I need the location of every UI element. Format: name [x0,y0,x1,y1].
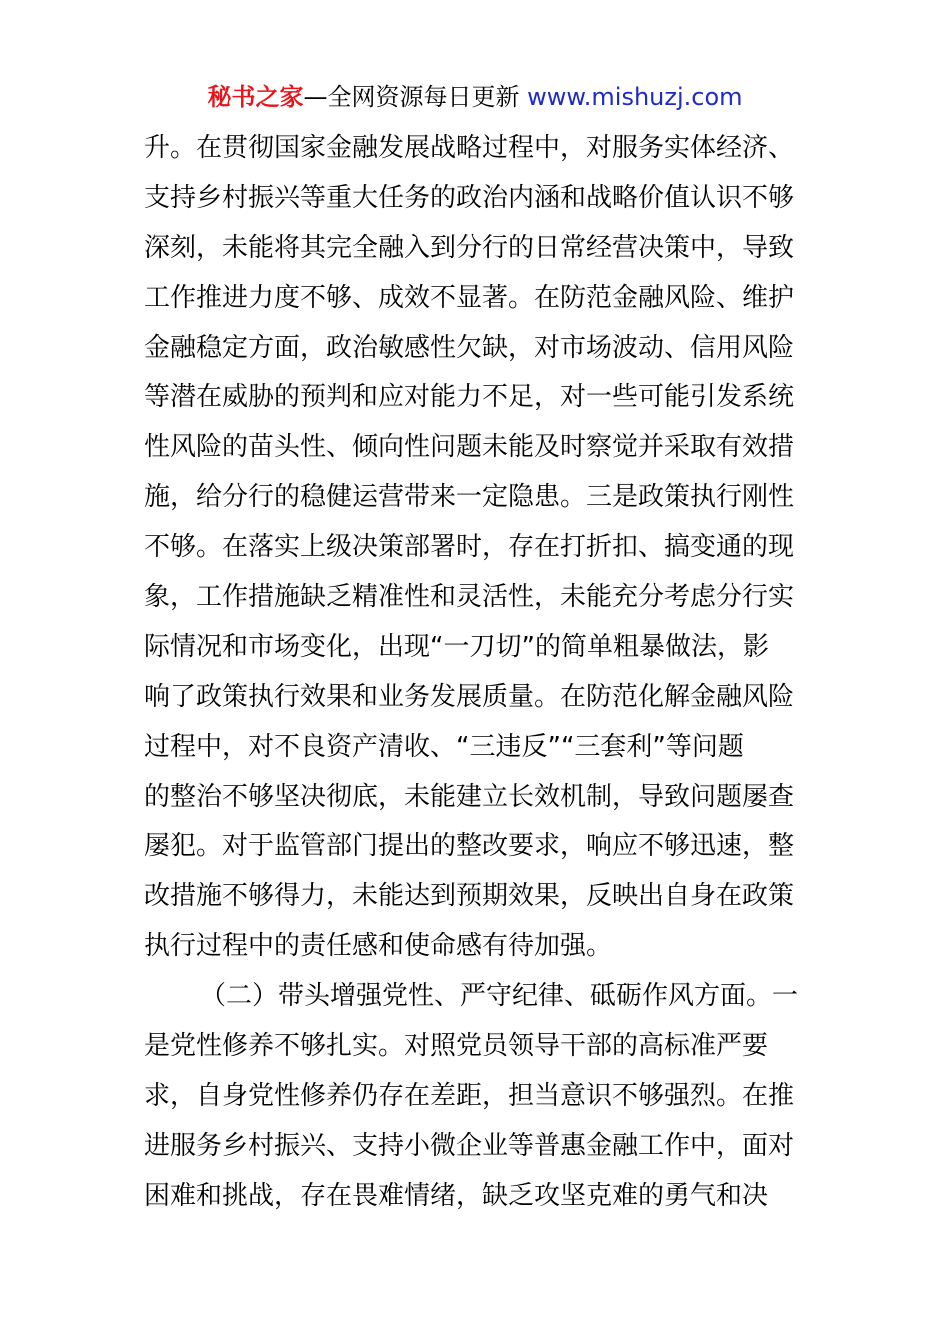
document-body [144,124,814,1222]
text-line: 响了政策执行效果和业务发展质量。在防范化解金融风险 [144,681,795,712]
page-header [0,80,950,114]
text-line: 支持乡村振兴等重大任务的政治内涵和战略价值认识不够 [144,182,795,213]
text-line: 不够。在落实上级决策部署时，存在打折扣、搞变通的现 [144,532,795,563]
text-line: 屡犯。对于监管部门提出的整改要求，响应不够迅速，整 [144,831,795,862]
text-line: 等潜在威胁的预判和应对能力不足，对一些可能引发系统 [144,382,795,413]
text-line: 过程中，对不良资产清收、“三违反”“三套利”等问题 [144,731,744,762]
text-line: 进服务乡村振兴、支持小微企业等普惠金融工作中，面对 [144,1130,795,1161]
text-line: 工作推进力度不够、成效不显著。在防范金融风险、维护 [144,282,795,313]
text-line: 深刻，未能将其完全融入到分行的日常经营决策中，导致 [144,232,795,263]
text-line: 改措施不够得力，未能达到预期效果，反映出自身在政策 [144,881,795,912]
text-line: 是党性修养不够扎实。对照党员领导干部的高标准严要 [144,1031,769,1062]
text-line: 性风险的苗头性、倾向性问题未能及时察觉并采取有效措 [144,432,795,463]
text-line: 的整治不够坚决彻底，未能建立长效机制，导致问题屡查 [144,781,795,812]
text-line: 升。在贯彻国家金融发展战略过程中，对服务实体经济、 [144,133,795,163]
text-line: 象，工作措施缺乏精准性和灵活性，未能充分考虑分行实 [144,582,795,613]
text-line: 际情况和市场变化，出现“一刀切”的简单粗暴做法，影 [144,631,769,662]
section-heading-line: （二）带头增强党性、严守纪律、砥砺作风方面。一 [200,981,799,1012]
text-line: 执行过程中的责任感和使命感有待加强。 [144,931,613,962]
text-line: 求，自身党性修养仍存在差距，担当意识不够强烈。在推 [144,1080,795,1111]
text-line: 困难和挑战，存在畏难情绪，缺乏攻坚克难的勇气和决 [144,1180,769,1211]
site-url[interactable]: www.mishuzj.com [527,83,743,111]
text-line: 金融稳定方面，政治敏感性欠缺，对市场波动、信用风险 [144,332,795,363]
text-line: 施，给分行的稳健运营带来一定隐患。三是政策执行刚性 [144,482,795,513]
site-brand: 秘书之家 [207,83,304,111]
header-tagline: —全网资源每日更新 [303,83,528,111]
